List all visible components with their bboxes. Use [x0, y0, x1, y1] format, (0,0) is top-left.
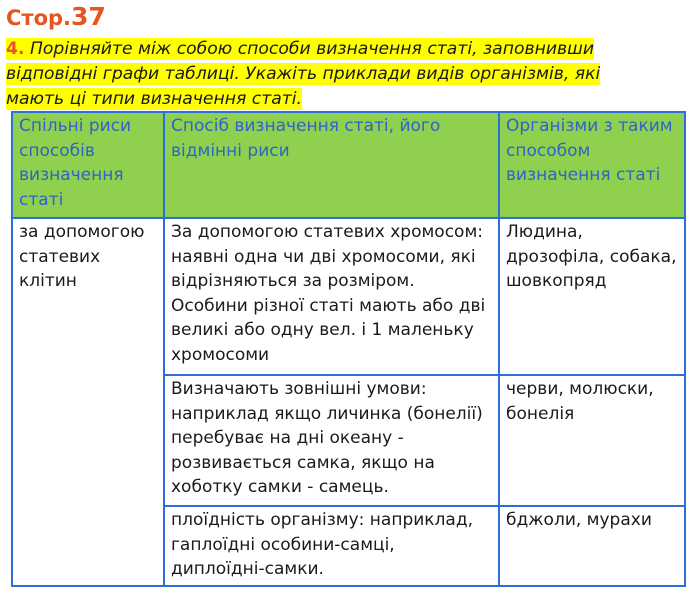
task-prompt: [6, 37, 634, 112]
organisms-cell: бджоли, мурахи: [499, 506, 685, 586]
table-row: [12, 218, 685, 375]
method-cell: плоїдність організму: наприклад, гаплоїдні особини-самці, диплоїдні-самки.: [164, 506, 499, 586]
common-features-cell: за допомогою статевих клітин: [12, 218, 164, 586]
method-cell: Визначають зовнішні умови: наприклад якщо личинка (бонелії) перебуває на дні океану - розвивається самка, якщо на хоботку самки - самець.: [164, 375, 499, 506]
sex-determination-table: [11, 111, 686, 587]
task-text: Порівняйте між собою способи визначення статі, заповнивши відповідні графи таблиці. Укажіть приклади видів організмів, які мають ці типи визначення статі.: [6, 39, 601, 109]
task-number: 4.: [6, 39, 25, 59]
header-organisms: Організми з таким способом визначення статі: [499, 112, 685, 218]
header-method: Спосіб визначення статі, його відмінні риси: [164, 112, 499, 218]
page-number: [6, 2, 106, 31]
page-number-value: 37: [71, 2, 106, 31]
organisms-cell: черви, молюски, бонелія: [499, 375, 685, 506]
method-cell: За допомогою статевих хромосом: наявні одна чи дві хромосоми, які відрізняються за розміром. Особини різної статі мають або дві великі або одну вел. і 1 маленьку хромосоми: [164, 218, 499, 375]
task-highlight: [6, 38, 600, 110]
page-label-text: Стор.: [6, 6, 72, 30]
table-header-row: [12, 112, 685, 218]
header-common-features: Спільні риси способів визначення статі: [12, 112, 164, 218]
organisms-cell: Людина, дрозофіла, собака, шовкопряд: [499, 218, 685, 375]
